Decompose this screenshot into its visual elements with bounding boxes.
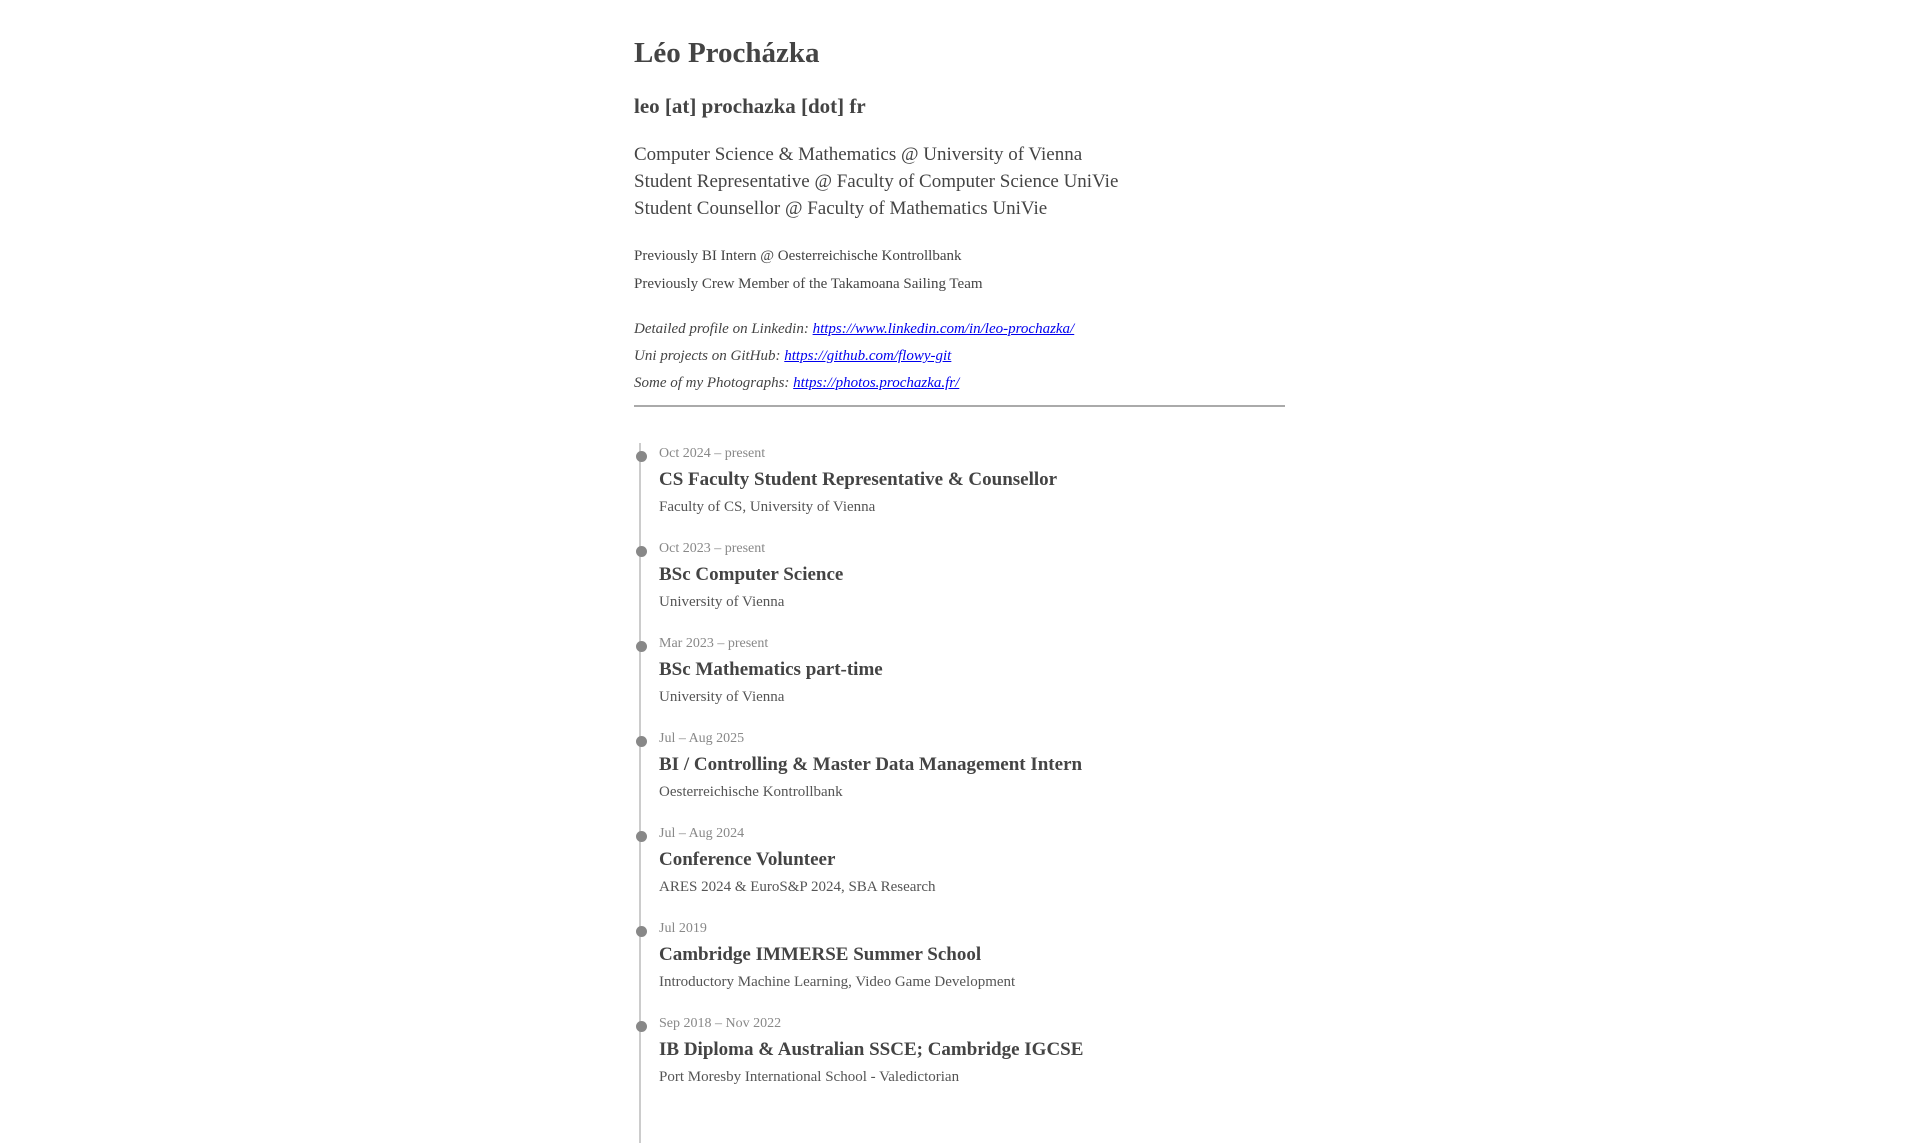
- timeline-item: [634, 918, 1285, 1013]
- page-title: Léo Procházka: [634, 37, 820, 69]
- timeline-date: Jul – Aug 2024: [659, 826, 745, 841]
- linkedin-link[interactable]: https://www.linkedin.com/in/leo-prochazka/: [812, 321, 1075, 337]
- timeline-item: [634, 538, 1285, 633]
- timeline-title: Cambridge IMMERSE Summer School: [659, 944, 982, 965]
- timeline-title: BSc Mathematics part-time: [659, 659, 883, 680]
- divider: [634, 405, 1285, 407]
- link-line: [634, 316, 1074, 343]
- timeline-dot-icon: [636, 736, 647, 747]
- timeline-date: Sep 2018 – Nov 2022: [659, 1016, 782, 1031]
- timeline-title: IB Diploma & Australian SSCE; Cambridge IGCSE: [659, 1039, 1084, 1060]
- timeline-date: Oct 2024 – present: [659, 446, 766, 461]
- timeline-title: Conference Volunteer: [659, 849, 836, 870]
- timeline: [634, 443, 1285, 1108]
- timeline-date: Jul 2019: [659, 921, 707, 936]
- timeline-subtitle: Oesterreichische Kontrollbank: [659, 784, 843, 800]
- timeline-dot-icon: [636, 451, 647, 462]
- email-heading: leo [at] prochazka [dot] fr: [634, 94, 866, 118]
- links-list: [634, 316, 1074, 397]
- timeline-dot-icon: [636, 926, 647, 937]
- link-label: Uni projects on GitHub:: [634, 348, 781, 364]
- timeline-date: Mar 2023 – present: [659, 636, 769, 651]
- timeline-dot-icon: [636, 641, 647, 652]
- timeline-title: BI / Controlling & Master Data Management Intern: [659, 754, 1083, 775]
- link-line: [634, 343, 1074, 370]
- timeline-item: [634, 823, 1285, 918]
- timeline-title: CS Faculty Student Representative & Counsellor: [659, 469, 1058, 490]
- roles-list: [634, 141, 1118, 222]
- timeline-subtitle: ARES 2024 & EuroS&P 2024, SBA Research: [659, 879, 936, 895]
- timeline-item: [634, 633, 1285, 728]
- timeline-dot-icon: [636, 831, 647, 842]
- timeline-subtitle: University of Vienna: [659, 689, 785, 705]
- timeline-title: BSc Computer Science: [659, 564, 844, 585]
- role-line: Student Representative @ Faculty of Computer Science UniVie: [634, 171, 1119, 192]
- timeline-subtitle: Introductory Machine Learning, Video Game Development: [659, 974, 1016, 990]
- link-line: [634, 370, 1074, 397]
- link-label: Detailed profile on Linkedin:: [634, 321, 809, 337]
- link-label: Some of my Photographs:: [634, 375, 790, 391]
- timeline-subtitle: Faculty of CS, University of Vienna: [659, 499, 876, 515]
- github-link[interactable]: https://github.com/flowy-git: [784, 348, 952, 364]
- role-line: Student Counsellor @ Faculty of Mathematics UniVie: [634, 198, 1048, 219]
- timeline-dot-icon: [636, 1021, 647, 1032]
- previous-line: Previously Crew Member of the Takamoana Sailing Team: [634, 275, 983, 292]
- timeline-date: Jul – Aug 2025: [659, 731, 745, 746]
- timeline-subtitle: Port Moresby International School - Valedictorian: [659, 1069, 960, 1085]
- timeline-item: [634, 1013, 1285, 1108]
- previous-line: Previously BI Intern @ Oesterreichische Kontrollbank: [634, 248, 962, 264]
- timeline-item: [634, 443, 1285, 538]
- timeline-date: Oct 2023 – present: [659, 541, 766, 556]
- role-line: Computer Science & Mathematics @ University of Vienna: [634, 144, 1083, 165]
- timeline-subtitle: University of Vienna: [659, 594, 785, 610]
- timeline-item: [634, 728, 1285, 823]
- photos-link[interactable]: https://photos.prochazka.fr/: [793, 375, 960, 391]
- timeline-dot-icon: [636, 546, 647, 557]
- previous-list: [634, 243, 983, 298]
